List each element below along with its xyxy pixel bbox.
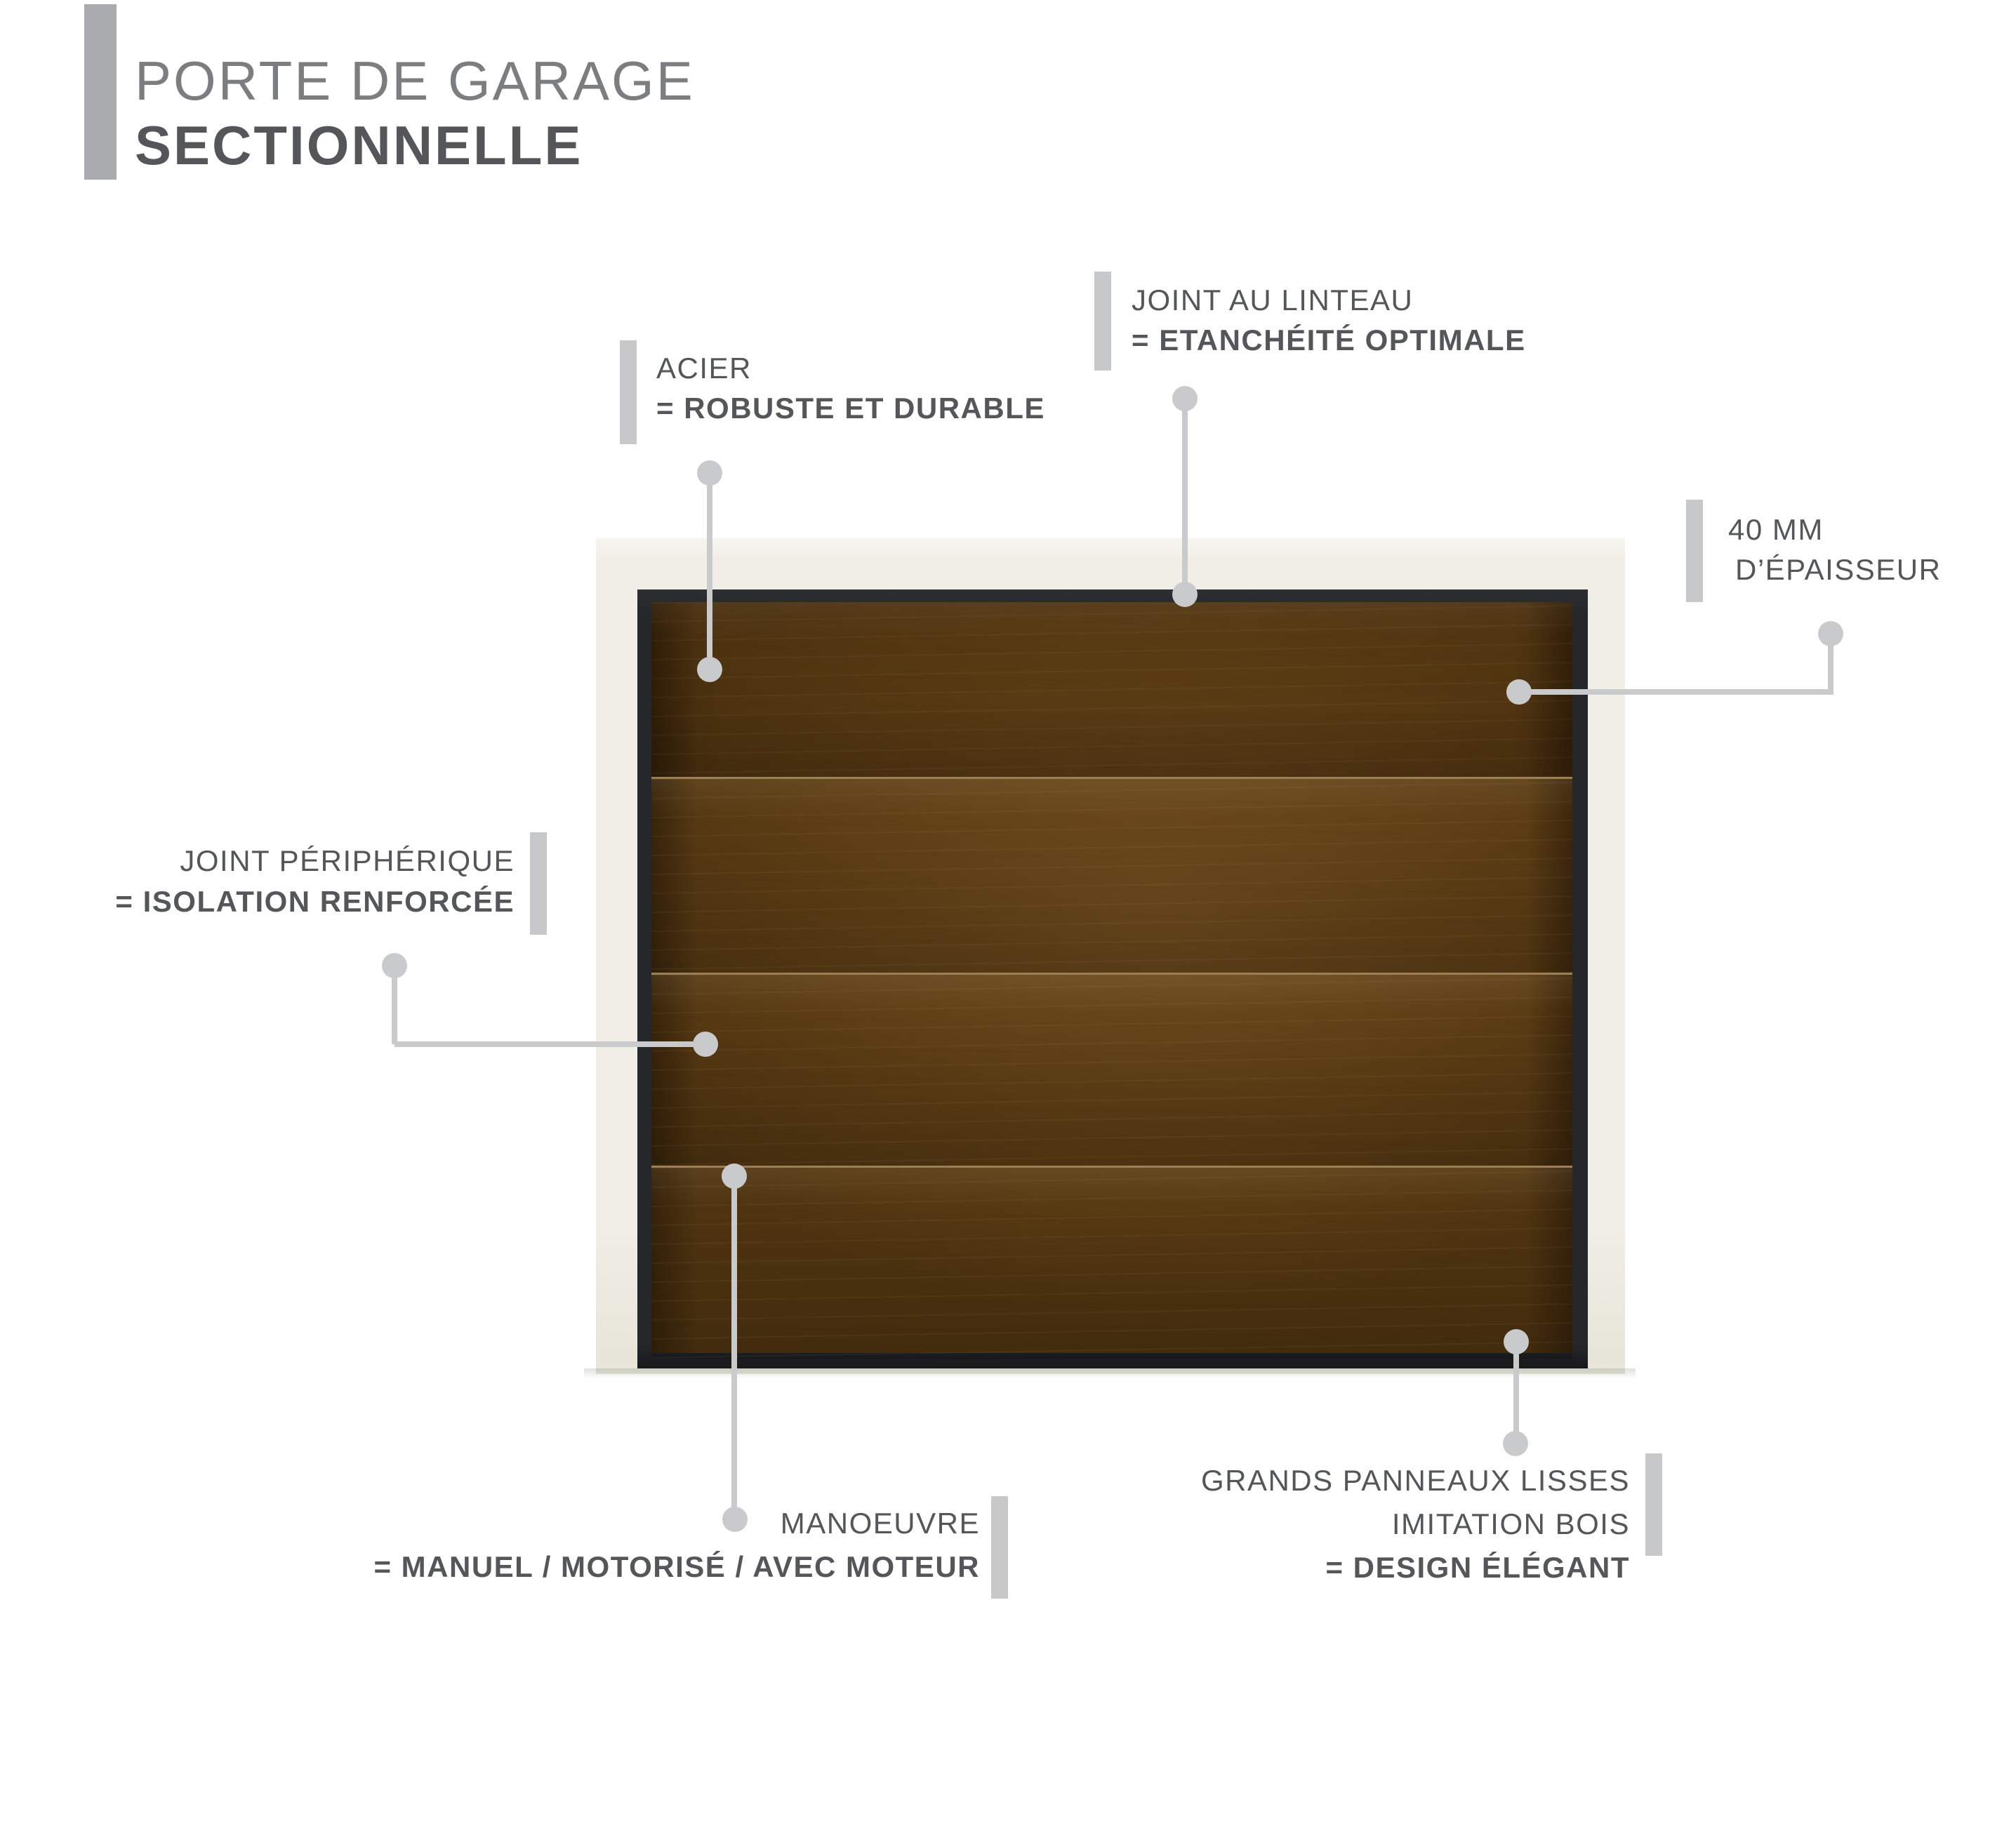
panneaux-label-line2: IMITATION BOIS (1391, 1507, 1630, 1540)
panneaux-connector-line (1513, 1342, 1519, 1444)
acier-accent-bar (620, 340, 637, 444)
peripherique-accent-bar (530, 832, 547, 935)
linteau-value: = ETANCHÉITÉ OPTIMALE (1132, 324, 1526, 356)
manoeuvre-value: = MANUEL / MOTORISÉ / AVEC MOTEUR (373, 1550, 980, 1583)
acier-connector-dot-end (697, 657, 722, 682)
epaisseur-connector-dot-end (1506, 679, 1532, 705)
manoeuvre-connector-line (731, 1176, 737, 1519)
door-panel (651, 777, 1572, 973)
epaisseur-label: 40 MM (1728, 513, 1824, 546)
epaisseur-accent-bar (1686, 500, 1703, 602)
linteau-connector-line (1182, 399, 1188, 594)
panneaux-value: = DESIGN ÉLÉGANT (1325, 1551, 1630, 1584)
door-panel (651, 1166, 1572, 1359)
panneaux-connector-dot-end (1503, 1431, 1528, 1456)
panneaux-accent-bar (1645, 1453, 1662, 1556)
peripherique-connector-vline (392, 966, 397, 1044)
manoeuvre-accent-bar (991, 1496, 1008, 1599)
epaisseur-connector-hline (1519, 689, 1833, 695)
manoeuvre-label: MANOEUVRE (780, 1507, 980, 1540)
linteau-connector-dot-end (1172, 582, 1198, 607)
epaisseur-connector-vline (1828, 634, 1833, 692)
acier-label: ACIER (656, 352, 752, 385)
epaisseur-value: D’ÉPAISSEUR (1735, 553, 1942, 586)
peripherique-label: JOINT PÉRIPHÉRIQUE (180, 844, 515, 877)
acier-connector-line (707, 473, 712, 669)
peripherique-connector-hline (394, 1041, 708, 1047)
floor-shadow (584, 1368, 1636, 1379)
title-accent-bar (84, 4, 117, 180)
peripherique-value: = ISOLATION RENFORCÉE (115, 885, 515, 918)
page-title-line2: SECTIONNELLE (135, 114, 583, 176)
door-panel (651, 973, 1572, 1166)
peripherique-connector-dot-end (693, 1032, 718, 1057)
linteau-label: JOINT AU LINTEAU (1132, 284, 1414, 316)
manoeuvre-connector-dot-end (722, 1507, 748, 1532)
door-leaf (651, 602, 1572, 1353)
panneaux-label-line1: GRANDS PANNEAUX LISSES (1200, 1464, 1630, 1497)
linteau-accent-bar (1094, 272, 1111, 371)
door-panel (651, 602, 1572, 777)
acier-value: = ROBUSTE ET DURABLE (656, 392, 1045, 425)
page-title-line1: PORTE DE GARAGE (135, 50, 695, 112)
